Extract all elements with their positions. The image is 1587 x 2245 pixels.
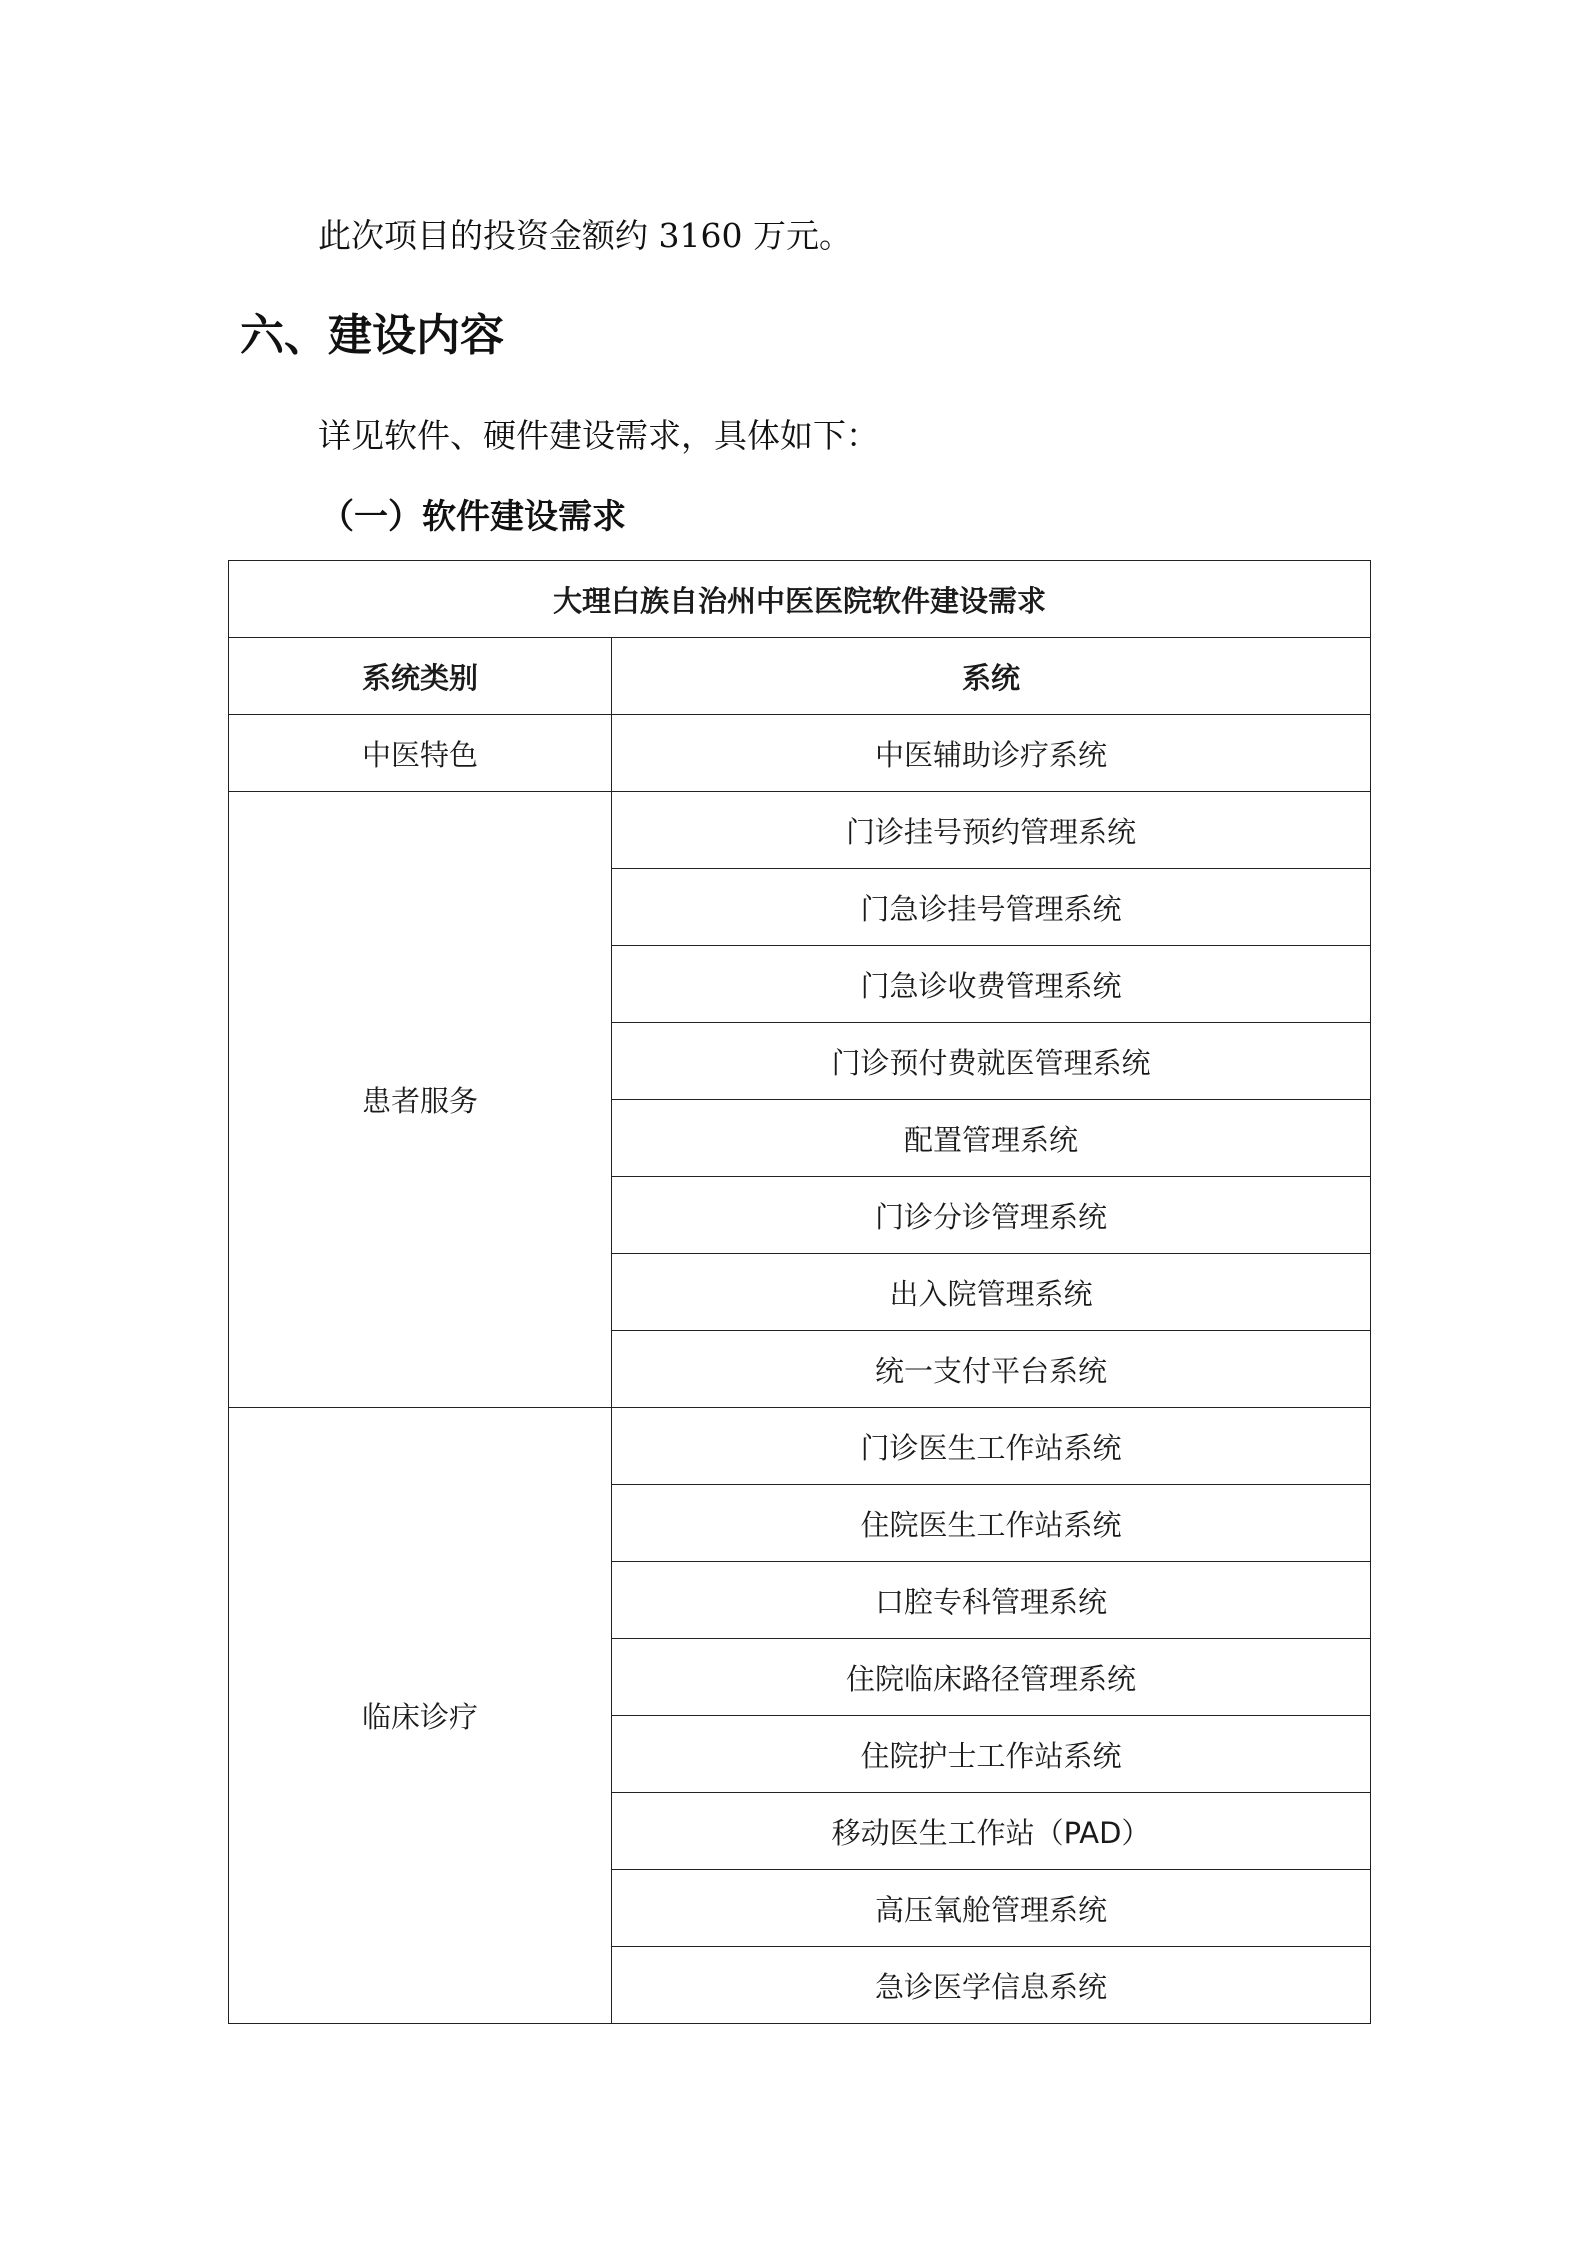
system-cell: 急诊医学信息系统 (612, 1947, 1371, 2024)
category-cell: 中医特色 (229, 715, 612, 792)
table-title-row (229, 561, 1371, 638)
system-cell: 配置管理系统 (612, 1100, 1371, 1177)
table-row (229, 715, 1371, 792)
column-header-category: 系统类别 (229, 638, 612, 715)
system-cell: 门诊预付费就医管理系统 (612, 1023, 1371, 1100)
system-cell: 门急诊挂号管理系统 (612, 869, 1371, 946)
subsection-heading: （一）软件建设需求 (320, 497, 626, 537)
system-cell: 住院临床路径管理系统 (612, 1639, 1371, 1716)
system-cell: 门诊挂号预约管理系统 (612, 792, 1371, 869)
table-header-row (229, 638, 1371, 715)
system-cell: 高压氧舱管理系统 (612, 1870, 1371, 1947)
system-cell: 出入院管理系统 (612, 1254, 1371, 1331)
system-cell: 移动医生工作站（PAD） (612, 1793, 1371, 1870)
table-row (229, 1408, 1371, 1485)
software-requirements-table (228, 560, 1371, 2024)
system-cell: 门诊医生工作站系统 (612, 1408, 1371, 1485)
category-cell: 临床诊疗 (229, 1408, 612, 2024)
system-cell: 门诊分诊管理系统 (612, 1177, 1371, 1254)
system-cell: 统一支付平台系统 (612, 1331, 1371, 1408)
table-row (229, 792, 1371, 869)
system-cell: 门急诊收费管理系统 (612, 946, 1371, 1023)
category-cell: 患者服务 (229, 792, 612, 1408)
table-title: 大理白族自治州中医医院软件建设需求 (229, 561, 1371, 638)
section-intro-paragraph: 详见软件、硬件建设需求，具体如下： (318, 416, 879, 455)
system-cell: 中医辅助诊疗系统 (612, 715, 1371, 792)
system-cell: 住院护士工作站系统 (612, 1716, 1371, 1793)
column-header-system: 系统 (612, 638, 1371, 715)
system-cell: 口腔专科管理系统 (612, 1562, 1371, 1639)
investment-paragraph: 此次项目的投资金额约 3160 万元。 (318, 216, 852, 255)
section-heading: 六、建设内容 (240, 310, 504, 361)
system-cell: 住院医生工作站系统 (612, 1485, 1371, 1562)
